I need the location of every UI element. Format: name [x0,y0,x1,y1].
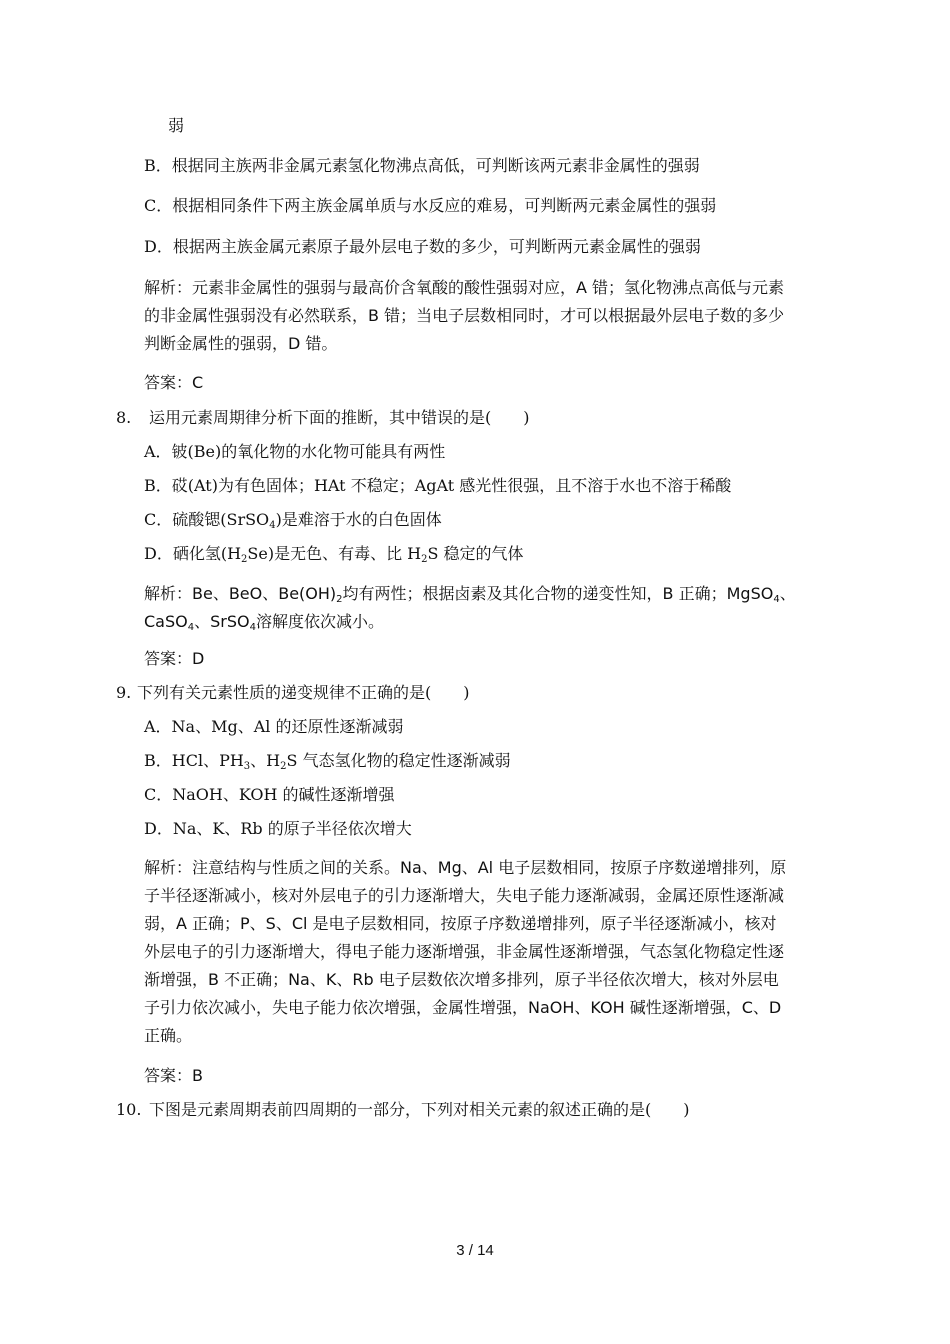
page-number: 3 / 14 [456,1242,494,1259]
q9-analysis-line-6: 子引力依次减小，失电子能力依次增强，金属性增强，NaOH、KOH 碱性逐渐增强，C、D [144,998,782,1017]
q9-option-b-subscript-2: 2 [280,761,287,772]
q8-option-d-text: D．硒化氢(H [144,544,242,563]
q8-option-c-rest: )是难溶于水的白色固体 [275,510,442,529]
q7-option-c: C．根据相同条件下两主族金属单质与水反应的难易，可判断两元素金属性的强弱 [144,196,717,215]
q9-option-b-subscript-1: 3 [243,761,251,772]
q9-option-b-rest: S 气态氢化物的稳定性逐渐减弱 [286,751,511,770]
q7-option-a-cont: 弱 [168,116,185,135]
q9-analysis-line-5: 渐增强，B 不正确；Na、K、Rb 电子层数依次增多排列，原子半径依次增大，核对外层电 [144,970,779,989]
q8-analysis-text-f: 溶解度依次减小。 [255,612,384,631]
q7-analysis-line-2: 的非金属性强弱没有必然联系，B 错；当电子层数相同时，才可以根据最外层电子数的多少 [144,306,785,325]
q8-number: 8. [116,408,132,427]
q9-analysis-line-1: 解析：注意结构与性质之间的关系。Na、Mg、Al 电子层数相同，按原子序数递增排列，原 [144,858,787,877]
q8-analysis-subscript-c: 4 [187,622,195,633]
q8-answer: 答案：D [144,649,205,668]
q9-stem: 下列有关元素性质的递变规律不正确的是( ) [137,683,470,702]
q8-option-d-subscript-1: 2 [241,554,248,565]
q7-option-b: B．根据同主族两非金属元素氢化物沸点高低，可判断该两元素非金属性的强弱 [144,156,700,175]
q8-analysis-subscript-b: 4 [773,594,780,605]
q8-analysis-text-d: CaSO [144,612,188,631]
q9-analysis-line-3: 弱，A 正确；P、S、Cl 是电子层数相同，按原子序数递增排列，原子半径逐渐减小，核对 [144,914,777,933]
q8-option-a: A．铍(Be)的氧化物的水化物可能具有两性 [144,442,446,461]
q8-analysis-subscript-a: 2 [336,594,343,605]
q7-option-d: D．根据两主族金属元素原子最外层电子数的多少，可判断两元素金属性的强弱 [144,237,701,256]
q8-option-c-text: C．硫酸锶(SrSO [144,510,270,529]
q8-option-d-subscript-2: 2 [421,554,428,565]
q9-option-b [144,749,511,773]
q8-stem: 运用元素周期律分析下面的推断，其中错误的是( ) [149,408,530,427]
q7-answer: 答案：C [144,373,204,392]
q8-option-b: B．砹(At)为有色固体；HAt 不稳定；AgAt 感光性很强，且不溶于水也不溶于稀酸 [144,476,732,495]
q9-analysis-line-7: 正确。 [144,1026,193,1045]
q8-option-c [144,508,442,532]
q9-option-b-mid: 、H [250,751,281,770]
q8-analysis-text-c: 、 [779,584,796,603]
q7-analysis-line-1: 解析：元素非金属性的强弱与最高价含氧酸的酸性强弱对应，A 错；氢化物沸点高低与元素 [144,278,785,297]
q9-analysis-line-4: 外层电子的引力逐渐增大，得电子能力逐渐增强，非金属性逐渐增强，气态氢化物稳定性逐 [144,942,785,961]
q8-option-d-rest: S 稳定的气体 [427,544,524,563]
q9-analysis-line-2: 子半径逐渐减小，核对外层电子的引力逐渐增大，失电子能力逐渐减弱，金属还原性逐渐减 [144,886,785,905]
q10-stem: 下图是元素周期表前四周期的一部分，下列对相关元素的叙述正确的是( ) [149,1100,690,1119]
q8-analysis-text-e: 、SrSO [194,612,250,631]
q8-option-d-mid: Se)是无色、有毒、比 H [247,544,422,563]
q9-answer: 答案：B [144,1066,203,1085]
q7-analysis-line-3: 判断金属性的强弱，D 错。 [144,334,338,353]
q8-analysis-subscript-d: 4 [249,622,256,633]
q8-option-d [144,542,524,566]
q9-option-a: A．Na、Mg、Al 的还原性逐渐减弱 [144,717,404,736]
q9-option-d: D．Na、K、Rb 的原子半径依次增大 [144,819,412,838]
q8-analysis-line-1 [144,582,796,606]
q8-analysis-line-2 [144,610,384,634]
q9-number: 9. [116,683,132,702]
q8-analysis-text-a: 解析：Be、BeO、Be(OH) [144,584,337,603]
q9-option-b-text: B．HCl、PH [144,751,244,770]
q8-analysis-text-b: 均有两性；根据卤素及其化合物的递变性知，B 正确；MgSO [342,584,774,603]
q9-option-c: C．NaOH、KOH 的碱性逐渐增强 [144,785,395,804]
q8-option-c-subscript: 4 [269,520,276,531]
q10-number: 10. [116,1100,142,1119]
